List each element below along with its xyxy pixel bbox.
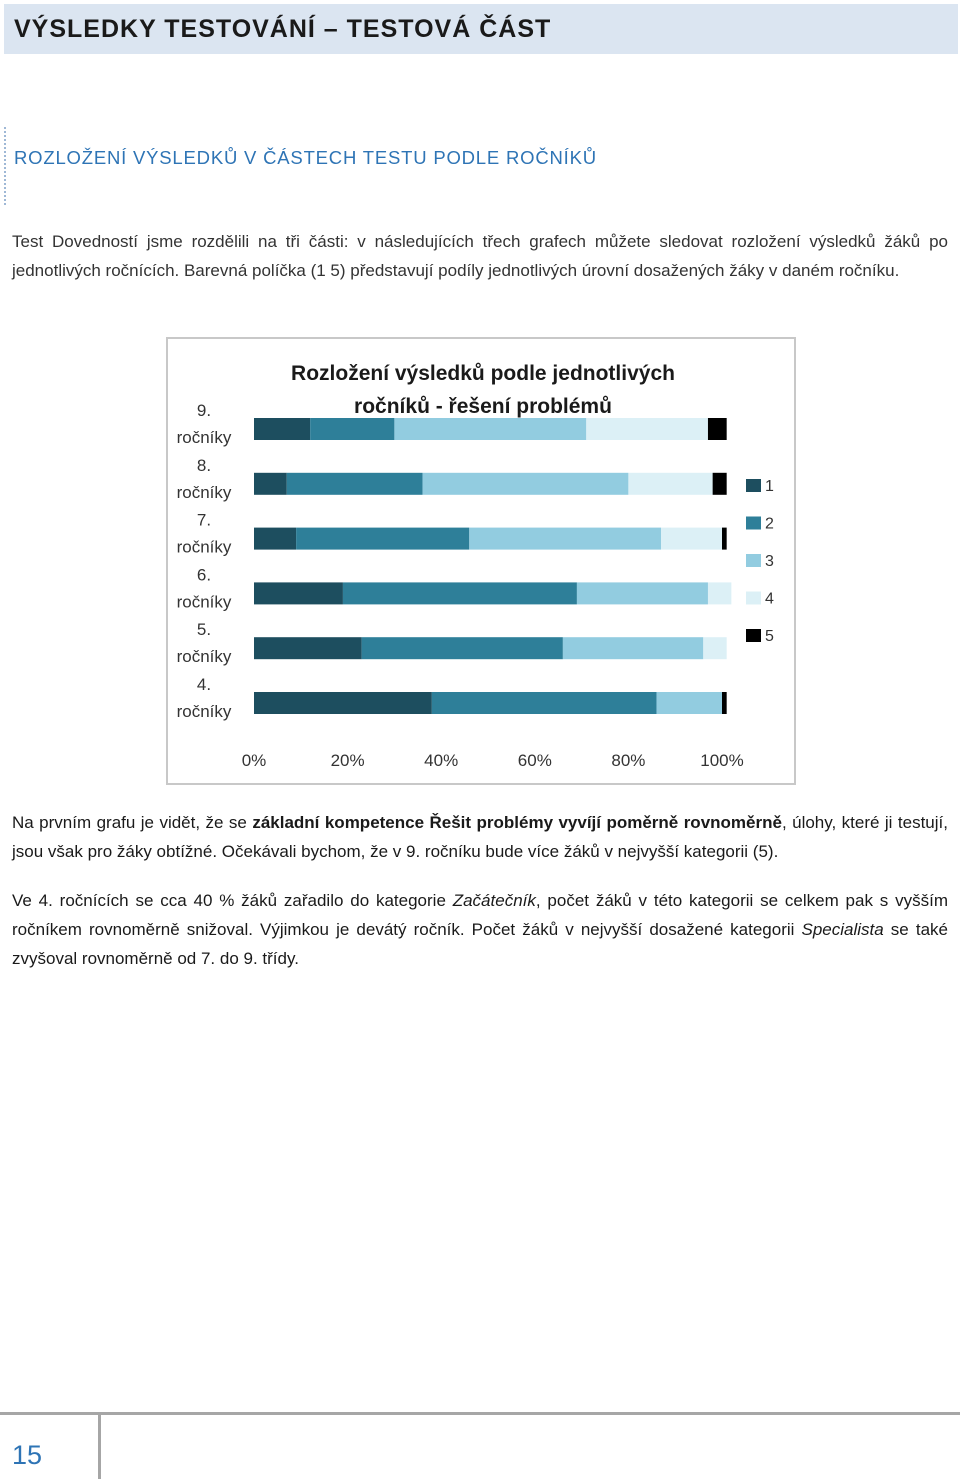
bar-segment — [703, 637, 726, 659]
bar-segment — [577, 582, 708, 604]
legend-swatch — [746, 629, 761, 642]
legend-label: 4 — [765, 590, 774, 608]
paragraph-2-text-2: , úlohy, které ji testují, jsou však pro žáky obtížné. Očekávali bychom, že v 9. ročníku bude více žáků v nejvyšší kategorii (5). — [12, 813, 948, 861]
paragraph-3-italic-2: Specialista — [801, 920, 884, 939]
category-label: ročníky — [176, 428, 232, 447]
category-label: ročníky — [176, 647, 232, 667]
legend-swatch — [746, 517, 761, 530]
paragraph-2 — [12, 808, 948, 866]
bar-segment — [661, 528, 722, 550]
header-band — [4, 4, 958, 54]
x-tick-label: 100% — [700, 751, 744, 770]
bar-segment — [254, 418, 310, 440]
legend-label: 1 — [765, 478, 774, 495]
category-label: ročníky — [176, 702, 232, 721]
bar-segment — [586, 418, 708, 440]
bar-segment — [432, 692, 657, 714]
category-label: 5. — [196, 620, 212, 640]
chart-title-line: Rozložení výsledků podle jednotlivých — [291, 362, 675, 385]
x-tick-label: 20% — [330, 751, 365, 770]
footer-vertical-divider — [98, 1414, 101, 1479]
paragraph-3 — [12, 886, 948, 973]
intro-paragraph: Test Dovedností jsme rozdělili na tři části: v následujících třech grafech můžete sledovat rozložení výsledků žáků po jednotlivých ročnících. Barevná políčka (1 5) představují podíly jednotlivých úrovní dosažených žáky v daném ročníku. — [12, 232, 948, 280]
bar-segment — [708, 418, 727, 440]
legend-label: 5 — [765, 628, 774, 645]
category-label: ročníky — [176, 592, 232, 612]
paragraph-3-text-3: se také zvyšoval rovnoměrně od 7. do 9. třídy. — [12, 920, 948, 968]
legend-label: 3 — [765, 553, 774, 570]
bar-segment — [422, 473, 628, 495]
bar-segment — [254, 692, 432, 714]
paragraph-2-bold: základní kompetence Řešit problémy vyvíjí poměrně rovnoměrně — [252, 813, 782, 832]
section-title: ROZLOŽENÍ VÝSLEDKŮ V ČÁSTECH TESTU PODLE ROČNÍKŮ — [14, 147, 597, 168]
footer-divider — [0, 1412, 960, 1415]
bar-segment — [563, 637, 703, 659]
bar-segment — [628, 473, 712, 495]
x-tick-label: 60% — [517, 751, 552, 770]
category-label: 6. — [196, 565, 212, 585]
bar-segment — [310, 418, 394, 440]
x-tick-label: 0% — [241, 751, 267, 770]
bar-segment — [343, 582, 577, 604]
bar-segment — [287, 473, 423, 495]
legend-label: 2 — [765, 515, 774, 533]
paragraph-3-text-1: Ve 4. ročnících se cca 40 % žáků zařadilo do kategorie — [12, 891, 453, 910]
category-label: ročníky — [176, 482, 232, 502]
bar-segment — [708, 582, 731, 604]
stacked-bar-chart — [168, 339, 794, 783]
bar-segment — [713, 473, 727, 495]
bar-segment — [722, 528, 727, 550]
chart-title-line: ročníků - řešení problémů — [354, 395, 612, 418]
legend-swatch — [746, 592, 761, 605]
paragraph-3-italic-1: Začátečník — [452, 891, 536, 910]
bar-segment — [469, 528, 661, 550]
paragraph-3-text-2: , počet žáků v této kategorii se celkem pak s vyšším ročníkem rovnoměrně snižoval. Výjimkou je devátý ročník. Počet žáků v nejvyšší dosažené kategorii — [12, 891, 948, 939]
bar-segment — [254, 637, 362, 659]
bar-segment — [254, 582, 343, 604]
x-tick-label: 80% — [611, 751, 646, 770]
chart-container — [166, 337, 796, 785]
bar-segment — [394, 418, 586, 440]
section-heading-block — [4, 127, 960, 205]
bar-segment — [362, 637, 563, 659]
bar-segment — [656, 692, 722, 714]
x-tick-label: 40% — [424, 751, 459, 770]
page-number: 15 — [12, 1440, 43, 1470]
bar-segment — [296, 528, 469, 550]
page-title: VÝSLEDKY TESTOVÁNÍ – TESTOVÁ ČÁST — [14, 15, 552, 43]
category-label: 8. — [196, 455, 212, 475]
legend-swatch — [746, 554, 761, 567]
legend-swatch — [746, 479, 761, 492]
paragraph-2-text-1: Na prvním grafu je vidět, že se — [12, 813, 253, 832]
bar-segment — [722, 692, 727, 714]
category-label: 7. — [196, 510, 212, 530]
bar-segment — [254, 528, 296, 550]
category-label: 4. — [196, 675, 212, 694]
category-label: 9. — [196, 401, 212, 420]
bar-segment — [254, 473, 287, 495]
category-label: ročníky — [176, 537, 232, 557]
